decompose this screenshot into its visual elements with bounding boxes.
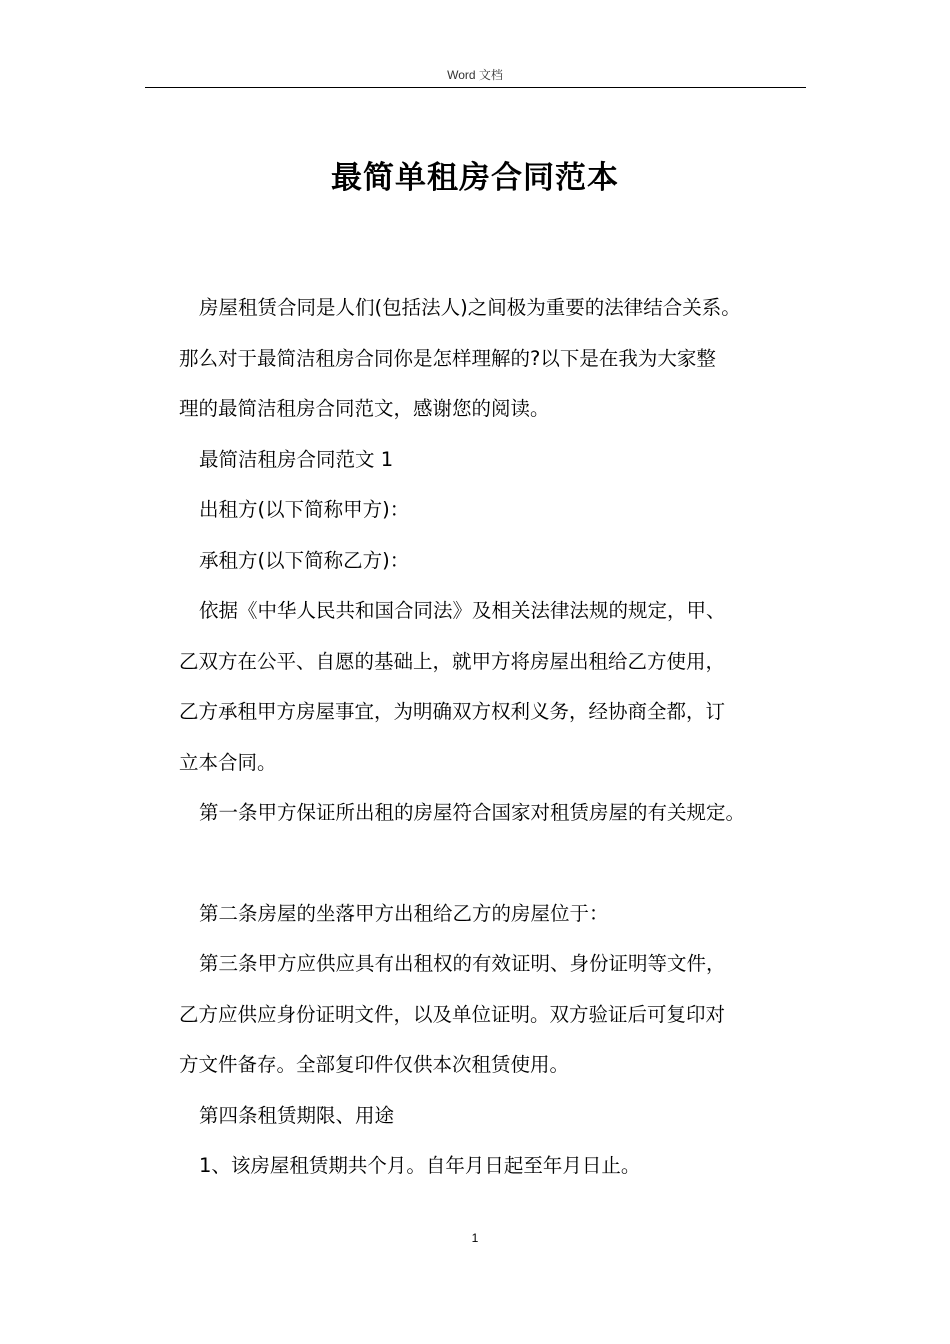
section-heading: 最简洁租房合同范文 1 [199, 447, 394, 471]
clause-line: 第四条租赁期限、用途 [199, 1103, 395, 1127]
clause-line: 第一条甲方保证所出租的房屋符合国家对租赁房屋的有关规定。 [199, 801, 746, 824]
paragraph-line: 乙双方在公平、自愿的基础上，就甲方将房屋出租给乙方使用， [179, 649, 726, 673]
paragraph-line: 乙方承租甲方房屋事宜，为明确双方权利义务，经协商全都，订 [179, 700, 726, 723]
page-number: 1 [471, 1231, 479, 1245]
paragraph-line: 依据《中华人民共和国合同法》及相关法律法规的规定，甲、 [199, 599, 726, 622]
paragraph-line: 理的最简洁租房合同范文，感谢您的阅读。 [179, 397, 550, 420]
lessee-line: 承租方(以下简称乙方)： [199, 548, 410, 572]
lessor-line: 出租方(以下简称甲方)： [199, 498, 410, 521]
page-header: Word 文档 [447, 68, 503, 82]
paragraph-line: 方文件备存。全部复印件仅供本次租赁使用。 [179, 1053, 570, 1076]
list-item: 1、该房屋租赁期共个月。自年月日起至年月日止。 [199, 1154, 641, 1177]
header-divider [145, 87, 806, 88]
paragraph-line: 乙方应供应身份证明文件，以及单位证明。双方验证后可复印对 [179, 1002, 726, 1026]
document-body [179, 290, 839, 1199]
paragraph-line: 立本合同。 [179, 750, 277, 774]
clause-line: 第二条房屋的坐落甲方出租给乙方的房屋位于： [199, 901, 609, 925]
document-title: 最简单租房合同范本 [331, 160, 619, 196]
paragraph-line: 那么对于最简洁租房合同你是怎样理解的?以下是在我为大家整 [179, 346, 716, 370]
clause-line: 第三条甲方应供应具有出租权的有效证明、身份证明等文件， [199, 952, 726, 975]
paragraph-line: 房屋租赁合同是人们(包括法人)之间极为重要的法律结合关系。 [199, 296, 741, 319]
paragraph-gap [179, 846, 839, 896]
